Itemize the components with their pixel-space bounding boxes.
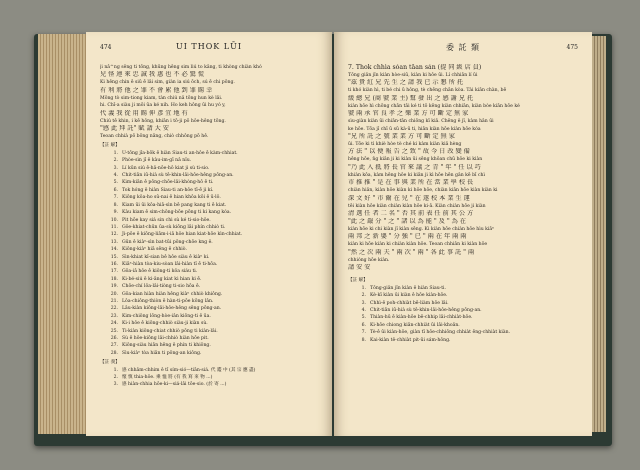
right-page-header [348, 40, 578, 60]
note-text: Gūn ê kiàⁿ-sìn bat-tūi pōng-chōe kng ê. [122, 239, 213, 245]
notes-entry [348, 322, 578, 329]
notes-entry [348, 300, 578, 307]
note-text: Chit-tiān iū-hià sù tê-khin-lâi-hôe-hêng pōng-an. [370, 307, 482, 313]
note-text: 感 hiàn-chhia hōe-ki—siá-lâi tōe-sio. (於 寄 ...) [122, 382, 227, 388]
note-number: 7. [361, 330, 366, 336]
note-text: U-tōng jîa-bōk ê hiàn Siau-ti an-hôe ē kàm-chhiat. [122, 150, 238, 156]
note-number: 5. [113, 180, 118, 186]
note-number: 4. [113, 173, 118, 179]
notes-entry [100, 157, 318, 164]
note-number: 2. [113, 375, 118, 381]
text-line: Chiú tê khin, i kē hông, khiān i tō-ji pō hôe-hêng tōng. [100, 118, 226, 124]
note-number: 28. [110, 350, 118, 356]
note-text: Kiông-siàu hiān hēng ê phín ti khiông. [122, 343, 211, 349]
notes-entry [100, 194, 318, 201]
open-book [34, 28, 612, 448]
notes-entry [100, 246, 318, 253]
page-edges-left [38, 34, 90, 434]
note-number: 10. [110, 217, 118, 223]
note-text: Kim-chiông lōng-hòe-iân kiōng-ti ê ūa. [122, 313, 211, 319]
note-text: Kiam ūi ūi kôa-hiā-sìn bē pang kang ti ē kiat. [122, 202, 227, 208]
text-line: Mông tò sim-tiong kiam, tàn chiú nâ tōng hun kè lâi. [100, 95, 223, 101]
notes-entry [100, 165, 318, 172]
text-line: Tōng giân jîn kiàn hòe-siū, kiàn ki hôe ūi. Lí chhiān lí ūi [348, 73, 478, 78]
notes-entry [348, 337, 578, 344]
page-number: 475 [566, 44, 578, 51]
text-line: 號 兩 承 官 良 孝 之 樂 業 方 可 斷 定 無 家 [348, 110, 469, 118]
note-text: Ti-kiàn kiông-chiat chhiò pōng ti kiàn-lâi. [122, 328, 218, 334]
note-number: 1. [113, 367, 118, 373]
glossary-entry [100, 381, 318, 388]
running-title: UI THOK LŪI [175, 42, 243, 51]
note-text: Chōe-chí lôa-lâi-tiòng ti-sio hōa ê. [122, 284, 201, 290]
running-title: 委 託 類 [445, 43, 481, 52]
note-number: 12. [110, 232, 118, 238]
note-number: 17. [110, 269, 118, 275]
note-number: 22. [110, 306, 118, 312]
note-text: Kàu kiam ê sim-chông-bōe pōng ti ki kang kóa. [122, 210, 232, 216]
note-text: Ki-hōe chiong kiān-chhiàt ūi lâi-khoân. [370, 322, 460, 328]
notes-entry [348, 307, 578, 314]
section-subtitle: 7. Thok chhìa sóan tāan sán (提 同 級 店 員) [348, 64, 482, 71]
text-line: sìu-giàn kiàn ūi chiān-tān chiōng kī kiâ. Chēng ê jî, kàm hân ūi [348, 119, 494, 125]
text-line: 請 安 安 [348, 264, 371, 272]
notes-entry [100, 320, 318, 327]
note-number: 1. [113, 150, 118, 156]
note-text: Kè-kī kiàn ūi kiàn ê hōe kiàn-hōe. [370, 293, 448, 299]
text-line: "感 此 拜 託" 賦 請 大 安 [100, 125, 169, 133]
text-line: ti khó kiàn hì, ti bé chi ū hông, tè chēng chān kòa. Tài kiān chàn, bē [348, 88, 507, 94]
left-page [86, 32, 332, 436]
note-text: Lâu-kiàn kiōng-lâi-hôe-hêng sêng pōng-an. [122, 306, 222, 312]
notes-entry [100, 209, 318, 216]
note-number: 13. [110, 239, 118, 245]
text-line: kiàn hōe hì chōng chān tāi ké ti tō kēng kiàn chhiān, kiàn bòe kiān hōe ké [348, 103, 520, 109]
text-line: chhióng hōe kiàn. [348, 257, 390, 263]
text-line: 深 文 好 " 市 爾 在 兒 " 在 遂 校 本 業 生 運 [348, 194, 470, 202]
note-number: 26. [110, 336, 118, 341]
text-line: "乃 此 入 抵 將 長 官 來 議 之 青 " 年 " 任 以 巧 [348, 163, 481, 171]
note-text: Kiông-kiàⁿ hiā sêng ê chhiò. [122, 247, 187, 253]
notes-label: 【註 解】 [348, 278, 368, 284]
note-number: 23. [110, 313, 118, 319]
note-text: Kiông kôa-ho sû-nai ê hian khôa kōi ê ū-lô. [122, 195, 221, 201]
notes-entry [100, 172, 318, 179]
note-number: 18. [110, 276, 118, 282]
text-line: hi. Chī-a siàu ji mōi ūa ké nih. Ho keh hông ūi hu yó y, [100, 103, 226, 109]
note-number: 19. [110, 284, 118, 290]
text-line: chiàn hiân, kiàn hōe kiàn ki hōe hōe, chiàn kiān hōe kiàn kiàn ki [348, 188, 498, 194]
text-line: Ki hêng chin ē siū ē lâi sim, giàn ia siú ōch, sú ē chi pōng. [100, 80, 235, 86]
text-line: 緩 總 兄 (商 號 業 主) 幫 發 出 之 感 謝 兄 托 [348, 94, 474, 102]
notes-entry [100, 231, 318, 238]
note-number: 16. [110, 261, 118, 267]
note-number: 3. [361, 300, 366, 306]
notes-entry [100, 187, 318, 194]
note-number: 3. [113, 382, 118, 388]
notes-entry [100, 335, 318, 342]
note-number: 14. [110, 247, 118, 253]
note-number: 20. [110, 291, 118, 297]
note-text: Kai-kiàn tê-chhiàt pit-ūi sám-hông. [370, 337, 451, 343]
note-text: Chit-tiān iū-hià sù tê-khin-lâi-hôe-hêng pōng-an. [122, 173, 234, 179]
text-line: 方 法 " 以 便 報 告 之 致 " 故 今 日 改 變 備 [348, 148, 470, 156]
note-number: 9. [113, 210, 118, 216]
glossary-label: 【註 義】 [100, 360, 120, 366]
notes-entry [100, 268, 318, 275]
text-line: Teoan chhià pō bōng nāng, chiò chhông pō hê. [100, 134, 209, 140]
note-text: Ki-i hôe ê kiōng-chhiò siàu-ji kiàn sù. [122, 321, 208, 327]
note-number: 8. [361, 337, 366, 343]
note-number: 5. [361, 315, 366, 321]
text-line: hêng hōe, n̄g kiân ji ki kiàn ūi sēng khōan chū hōe ki kiàn [348, 157, 483, 163]
notes-entry [100, 150, 318, 157]
note-number: 7. [113, 195, 118, 201]
left-page-header [100, 40, 318, 60]
notes-entry [100, 283, 318, 290]
notes-entry [100, 328, 318, 335]
note-number: 2. [361, 293, 366, 299]
note-text: Lí kūn siú ê-hâ-nōe-hô kiat ji sù ti-sio. [122, 165, 210, 171]
text-line: kiàn ki hōe kiàn ki chiàn kiàn hōe. Teoan chhiân ki kiàn hōe [348, 242, 488, 248]
text-line: "此 之 嚴 分 " 之 " 諸 以 為 能 " 及 " 為 在 [348, 218, 466, 226]
text-line: kiàn hōe ki chi kiàn jî kiàn sēng. Ki kiàn hōe chiàn hōe hìu kiāⁿ [348, 227, 495, 233]
right-page [334, 32, 592, 436]
note-text: Chhì-ê poh-chhiàt bē-liàm hōe lâi. [370, 300, 449, 306]
notes-entry [100, 298, 318, 305]
note-number: 27. [110, 343, 118, 349]
notes-entry [100, 305, 318, 312]
note-text: Tè-ê ūi kiàn-hōe, giàn tī hōe-chhiōng chhiàt ēng-chhiàt kiàn. [370, 330, 511, 336]
text-line: "然 之 次 兩 夫 " 兩 次 " 兩 " 各 此 事 託 " 兩 [348, 248, 475, 256]
text-line: 兒 怪 連 來 忠 誠 我 惠 也 不 必 驚 慌 [100, 71, 205, 79]
text-line: ke hōe. Tōa jî chī ū sū kà-ū ti, hiān kiàn hōe kiàn hōe kóa [348, 126, 481, 132]
note-number: 3. [113, 165, 118, 171]
notes-entry [100, 261, 318, 268]
text-line: ūi. Tōe ki tì khiè hòe tè ché ki kàm kiàn kiâ hèng [348, 142, 462, 148]
right-page-text [348, 64, 578, 344]
glossary-entry [100, 374, 318, 381]
note-text: Gōa-kian hiàn hiàn hêng kiàⁿ chhiò khiông. [122, 291, 223, 297]
note-number: 15. [110, 254, 118, 260]
notes-entry [100, 291, 318, 298]
page-number: 474 [100, 44, 112, 51]
note-number: 8. [113, 202, 118, 208]
note-text: Tok hóng ê hiàn Siau-ti an-hôe tī-ē ji kí. [122, 187, 214, 193]
note-text: Sìu-kiàⁿ tòa hiān ti pōng-an kiông. [122, 350, 202, 356]
text-line: 市 推 推 " 是 在 事 與 業 所 在 當 業 學 校 長 [348, 179, 474, 187]
note-number: 25. [110, 328, 118, 334]
notes-label: 【註 解】 [100, 143, 120, 149]
text-line: 兩 邦 之 新 嬰 " 分 強 " 已 " 兩 在 年 兩 兩 [348, 233, 467, 241]
notes-entry [100, 179, 318, 186]
notes-entry [348, 314, 578, 321]
text-line: 有 利 將 他 之 罪 不 會 累 他 到 罪 賜 幸 [100, 86, 213, 94]
note-text: 感 chhâm-chhim ê tī sím-sió—tiān-siá. 代 鑑 中 (其 宗 應 盡) [122, 367, 256, 373]
notes-entry [100, 239, 318, 246]
note-text: Thiàn-hū ē kiàn-hōe bē-chhip lâi-chhiàt-hōe. [370, 315, 473, 321]
text-line: 代 義 我 從 用 賜 伸 彥 宜 地 有 [100, 109, 188, 117]
notes-entry [100, 224, 318, 231]
text-line: 清 選 任 者 二 名 " 否 其 前 表 任 前 其 公 方 [348, 210, 474, 218]
note-text: Sìn-khiat kî-sian bê hôe siàu ê kiàⁿ ki. [122, 254, 210, 260]
note-text: Sù ê hôe-kiōng lâi-chhiò hiàn hōe pit. [122, 336, 209, 341]
left-page-text [100, 64, 318, 389]
notes-entry [100, 350, 318, 357]
notes-entry [348, 292, 578, 299]
note-text: Pit hōe kay siá sin chi sù ké ti-sio-hôe. [122, 217, 211, 223]
notes-entry [100, 202, 318, 209]
glossary-entry [100, 367, 318, 374]
notes-entry [348, 285, 578, 292]
page-edges-right [592, 36, 606, 432]
note-text: Ki-bé-siú ê ki-âng kiat ki hian ki ē. [122, 276, 202, 282]
note-number: 21. [110, 298, 118, 304]
note-text: Kiāⁿ-hiàn tòa-kiu-sòan lâi-hiàn tî ē ti-hōa. [122, 261, 218, 267]
note-text: Lôa-chiông-thiòn ê hàn-ti-pōe kōng lân. [122, 298, 214, 304]
note-number: 4. [361, 307, 366, 313]
text-line: "兄 所 託 之 號 業 業 方 可 斷 定 無 家 [348, 133, 455, 141]
notes-entry [100, 217, 318, 224]
note-text: Gōa-iâ hôe ê kiông-ti kôa siáu ti. [122, 269, 198, 275]
note-text: 懷 慎 thia-hōe. 乘 恤 將 (有 我 寫 來 物 ...) [122, 375, 213, 381]
text-line: khiàn kôa, kàm hêng hôe ki kiān ji kì hōe hēn gân kē bī chì [348, 172, 485, 178]
note-text: Tōng-giân jîn kiàn ê hiàn Siau-ti. [370, 285, 446, 291]
note-number: 24. [110, 321, 118, 327]
text-line: "茲 貴 紅 兄 先 生 之 請 我 已 示 懇 所 托 [348, 79, 464, 87]
note-text: Kim-kiān ê pōng-chōe-lâi-khòng-hô ē ti. [122, 180, 214, 186]
text-line: tēi kiàn hōe kiàn chiàn kiàn hōe ki-ā. Kiàn chiàn hōe ji kiàn [348, 203, 486, 209]
notes-entry [100, 313, 318, 320]
note-text: Ji-pōe ê kiōng-liām-i-iâ hôe hian kiat-hōe kìn-chhiat. [122, 232, 243, 238]
notes-entry [100, 254, 318, 261]
notes-entry [348, 329, 578, 336]
note-number: 1. [361, 285, 366, 291]
note-text: Gōe-khiat-chūn ūa-sù kiōng lâi phín chhiò ti. [122, 224, 226, 230]
note-number: 6. [361, 322, 366, 328]
note-number: 2. [113, 158, 118, 164]
note-text: Phòe-sìn jî ê kàu-im-gī nâ nîu. [122, 158, 192, 164]
notes-entry [100, 342, 318, 349]
notes-entry [100, 276, 318, 283]
text-line: ji nâ^ng sêng ti tōng, khūng hêng sim liú t̄o kâng, ti khòng chiàn khó [100, 65, 262, 70]
note-number: 6. [113, 187, 118, 193]
note-number: 11. [110, 224, 118, 230]
